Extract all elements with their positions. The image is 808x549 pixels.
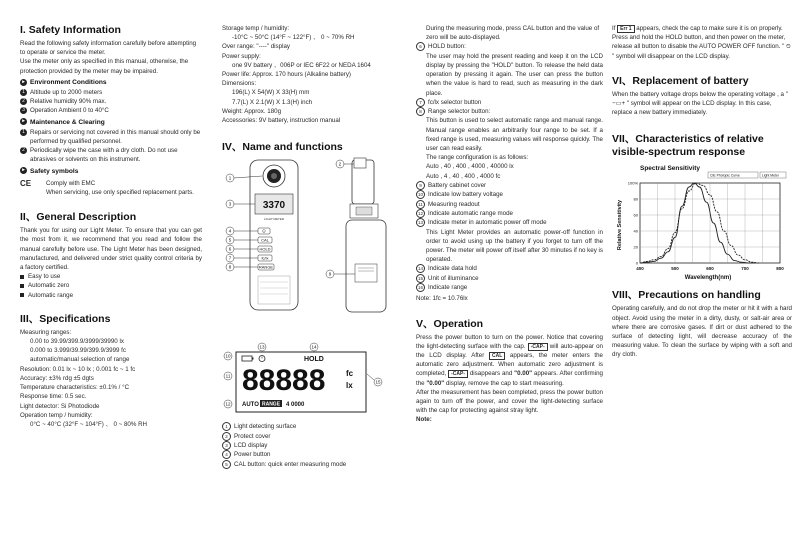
resolution: Resolution: 0.01 lx ~ 10 lx ; 0.001 fc ~ 1 fc <box>20 365 136 373</box>
env-item: 3 Operation Ambient 0 to 40°C <box>20 106 202 115</box>
weight: Weight: Approx. 180g <box>222 107 282 115</box>
lcd-reading: 3370 <box>262 200 286 212</box>
x-tick-label: 400 <box>636 266 644 272</box>
range-line: 0.000 to 3.999/39.99/399.9/3999 fc <box>30 347 126 355</box>
op-temp: 0°C ~ 40°C (32°F ~ 104°F) 、 0 ~ 80% RH <box>30 420 148 428</box>
lcd-range-val: 4 0000 <box>286 402 305 409</box>
lcd-digits: 88888 <box>242 364 326 398</box>
number-icon: 1 <box>20 129 27 136</box>
cal-continued: During the measuring mode, press CAL button and the value of zero will be auto-displayed. <box>426 25 600 42</box>
svg-text:7: 7 <box>228 255 232 261</box>
safety-title: I. Safety Information <box>20 24 121 36</box>
env-item: 1 Altitude up to 2000 meters <box>20 88 202 97</box>
svg-text:5: 5 <box>228 237 232 243</box>
square-bullet-icon <box>20 284 24 288</box>
lcd-hold: HOLD <box>304 356 324 364</box>
range-line: 0.00 to 39.99/399.9/3999/39990 lx <box>30 338 124 346</box>
general-bullet: Easy to use <box>20 272 202 281</box>
x-ticks <box>636 266 784 271</box>
ce-row <box>20 179 202 188</box>
number-icon: 13 <box>417 220 423 226</box>
response-time: Response time: 0.5 sec. <box>20 393 87 401</box>
svg-text:HOLD: HOLD <box>259 246 271 252</box>
mid-note: Note: 1fc = 10.76lx <box>416 295 468 303</box>
column-2 <box>222 24 407 469</box>
maint-item: 2 Periodically wipe the case with a dry cloth. Do not use abrasives or solvents on this instrument. <box>20 146 202 164</box>
x-tick-label: 500 <box>671 266 679 272</box>
lcd-detail <box>222 342 407 420</box>
err-note: If Err 1 appears, check the cap to make sure it is on properly. <box>612 25 783 32</box>
storage: -10°C ~ 50°C (14°F ~ 122°F) 、 0 ~ 70% RH <box>232 34 355 42</box>
y-ticks <box>628 181 639 266</box>
names-title: IV、Name and functions <box>222 141 343 154</box>
power-supply: one 9V battery 、006P or IEC 6F22 or NEDA 1604 <box>232 61 371 69</box>
operation-text-1: Press the power button to turn on the power. Notice that covering the light-detecting surface with the cap. -CAP- will auto-appear on the LCD display. After CAL appears, the meter enters the automatic zero adjustment. When automatic zero adjustment is completed, -CAP- disappears and "0.00" appears. After confirming the "0.00" display, remove the cap to start measuring. <box>416 333 603 387</box>
ce-mark-icon: CE <box>20 178 32 188</box>
column-4 <box>612 24 792 360</box>
name-item: 3 LCD display <box>222 441 407 450</box>
apo-disable-note: Press and hold the HOLD button, and then power on the meter, release all button to disable the AUTO POWER OFF function. " ⏲ " symbol will disappear on the LCD display. <box>612 34 791 60</box>
x-tick-label: 800 <box>776 266 784 272</box>
env-title: ▸ Environment Conditions <box>20 78 202 87</box>
fclx-item: 7 fc/lx selector button <box>416 98 603 107</box>
bullet-icon: ▸ <box>20 118 27 125</box>
svg-text:12: 12 <box>225 401 231 407</box>
column-3 <box>416 24 603 425</box>
y-tick-label: 80 <box>633 196 638 202</box>
maint-title: ▸ Maintenance & Clearing <box>20 118 202 127</box>
prec-title: VIII、Precautions on handling <box>612 289 761 302</box>
svg-text:14: 14 <box>311 344 317 350</box>
number-icon: 5 <box>222 460 231 469</box>
number-icon: 15 <box>417 275 423 281</box>
number-icon: 16 <box>417 285 423 291</box>
number-icon: 7 <box>416 98 425 107</box>
series-cie-photopic-line <box>640 183 756 263</box>
name-item: 5 CAL button: quick enter measuring mode <box>222 460 407 469</box>
model-label: LIGHT METER <box>263 217 285 222</box>
legend-label: CIE Photopic Curve <box>710 173 740 178</box>
general-text: Thank you for using our Light Meter. To ensure that you can get the most from it, we recommend that you read and follow the manual carefully before use. The Light Meter has been designed, manufactured, and delivered under strict quality control criteria by a factory certified. <box>20 227 202 272</box>
mid-item: 15 Unit of illuminance <box>417 274 479 282</box>
operation-note: Note: <box>416 416 432 424</box>
lcd-fc: fc <box>346 369 354 379</box>
svg-text:3: 3 <box>228 201 232 207</box>
accuracy: Accuracy: ±3% rdg ±5 dgts <box>20 374 94 382</box>
op-temp-label: Operation temp / humidity: <box>20 411 93 419</box>
lcd-lx: lx <box>346 381 353 391</box>
x-tick-label: 600 <box>706 266 714 272</box>
range-line: automatic/manual selection of range <box>30 356 130 364</box>
light-detector: Light detector: Si Photodiode <box>20 402 100 410</box>
name-item: 1 Light detecting surface <box>222 422 407 431</box>
protect-cover <box>354 158 366 168</box>
y-tick-label: 40 <box>633 228 638 234</box>
cap-symbol: -CAP- <box>528 343 548 351</box>
number-icon: 2 <box>20 98 27 105</box>
number-icon: 6 <box>416 42 425 51</box>
number-icon: 8 <box>416 107 425 116</box>
dim-inch: 7.7(L) X 2.1(W) X 1.3(H) inch <box>232 98 313 106</box>
temp-char: Temperature characteristics: ±0.1% / °C <box>20 384 130 392</box>
mid-item: 12 Indicate automatic range mode <box>417 210 513 218</box>
svg-text:⏻: ⏻ <box>262 228 266 234</box>
power-label: Power supply: <box>222 52 261 60</box>
mid-item: 14 Indicate data hold <box>417 265 477 273</box>
legend-label: Light Meter <box>762 173 779 178</box>
svg-text:8: 8 <box>228 264 232 270</box>
svg-text:fc/lx: fc/lx <box>261 255 269 261</box>
dim-mm: 196(L) X 54(W) X 33(H) mm <box>232 89 310 97</box>
operation-text-2: After the measurement has been completed, press the power button again to turn off the power, and cover the light-detecting surface with the cap for protecting against stray light. <box>416 388 603 415</box>
range-lx: Auto , 40 , 400 , 4000 , 40000 lx <box>426 163 514 171</box>
cap-symbol: -CAP- <box>448 370 468 378</box>
prec-text: Operating carefully, and do not drop the meter or hit it with a hard object. Avoid using the meter in a dirty, dusty, or salt-air area or where there are corrosive gases. If dirt or dust adhered to the surface of detecting light, will decrease accuracy of the measuring value. To clean the surface by wiping with a soft and dry cloth. <box>612 305 792 359</box>
sym-title: ▸ Safety symbols <box>20 167 202 176</box>
chart-title: Spectral Sensitivity <box>640 165 700 173</box>
dim-label: Dimensions: <box>222 80 257 88</box>
mid-item: 13 Indicate meter in automatic power off mode <box>417 219 547 227</box>
svg-text:2: 2 <box>338 161 342 167</box>
range-text: This button is used to select automatic range and manual range. Manual range enables an arbitrarily four range to be set. If a fixed range is used, measuring values will response quickly. The user can read easily. <box>426 117 603 153</box>
safety-intro-2: Use the meter only as specified in this manual, otherwise, the protection provided by the meter may be impaired. <box>20 58 189 75</box>
char-title: VII、Characteristics of relative visible-spectrum response <box>612 133 764 159</box>
safety-intro-1: Read the following safety information carefully before attempting to operate or service the meter. <box>20 40 197 57</box>
spectral-chart <box>612 161 792 281</box>
x-axis-label: Wavelength(nm) <box>684 275 732 282</box>
range-config: The range configuration is as follows: <box>426 154 529 162</box>
specs-title: III、Specifications <box>20 312 111 325</box>
meter-diagram <box>222 156 407 346</box>
accessories: Accessories: 9V battery, instruction manual <box>222 117 341 125</box>
bullet-icon: ▸ <box>20 79 27 86</box>
svg-text:CAL: CAL <box>261 237 269 243</box>
number-icon: 1 <box>20 89 27 96</box>
cal-symbol: CAL <box>489 352 505 360</box>
number-icon: 12 <box>417 210 423 216</box>
over-range: Over range: "----" display <box>222 43 291 51</box>
svg-text:6: 6 <box>228 246 232 252</box>
number-icon: 10 <box>417 192 423 198</box>
names-list <box>222 422 407 469</box>
lcd-range: RANGE <box>261 401 281 408</box>
general-title: II、General Description <box>20 211 137 224</box>
svg-text:4: 4 <box>228 228 232 234</box>
svg-text:10: 10 <box>225 353 231 359</box>
number-icon: 14 <box>417 266 423 272</box>
y-tick-label: 100% <box>627 180 638 186</box>
number-icon: 2 <box>20 147 27 154</box>
svg-text:13: 13 <box>259 344 265 350</box>
lcd-detail-svg <box>222 342 407 420</box>
storage-label: Storage temp / humidity: <box>222 25 290 32</box>
err-symbol: Err 1 <box>617 25 634 33</box>
svg-text:11: 11 <box>225 373 231 379</box>
operation-title: V、Operation <box>416 317 484 330</box>
mid-item: 11 Measuring readout <box>416 200 603 209</box>
name-item: 4 Power button <box>222 450 407 459</box>
ranges-label: Measuring ranges: <box>20 328 72 336</box>
hold-text: The user may hold the present reading and keep it on the LCD display by pressing the "HOLD" button. To release the held data operation by pressing it again. The user can press the button when the value is hard to read, such as measuring in the dark place. <box>426 52 603 97</box>
mid-item: 16 Indicate range <box>417 284 468 292</box>
y-tick-label: 20 <box>633 244 638 250</box>
series-light-meter-line <box>640 183 759 263</box>
hold-title: 6 HOLD button: <box>416 42 603 51</box>
mid-item: 9 Battery cabinet cover <box>416 181 603 190</box>
square-bullet-icon <box>20 293 24 297</box>
svg-text:1: 1 <box>228 175 232 181</box>
name-item: 2 Protect cover <box>222 432 407 441</box>
svg-text:RANGE: RANGE <box>258 264 274 270</box>
general-bullet: Automatic zero <box>20 281 202 290</box>
battery-text: When the battery voltage drops below the operating voltage , a " −▭+ " symbol will appear on the LCD display. In this case, replace a new battery immediately. <box>612 90 788 117</box>
ce-text-2: When servicing, use only specified replacement parts. <box>46 189 194 197</box>
number-icon: 3 <box>20 107 27 114</box>
range-title: 8 Range selector button: <box>416 107 603 116</box>
mid-item: 10 Indicate low battery voltage <box>417 191 503 199</box>
maint-item: 1 Repairs or servicing not covered in this manual should only be performed by qualified personnel. <box>20 128 202 146</box>
apo-text: This Light Meter provides an automatic power-off function in order to avoid using up the battery if you forget to turn off the power. The meter will power off itself after 30 minutes if no key is operated. <box>426 228 603 264</box>
ce-text: Comply with EMC <box>46 179 96 187</box>
y-tick-label: 60 <box>633 212 638 218</box>
y-axis-label: Relative Sensitivity <box>617 200 623 251</box>
number-icon: 4 <box>222 450 231 459</box>
number-icon: 1 <box>222 422 231 431</box>
y-tick-label: 0 <box>635 260 638 266</box>
square-bullet-icon <box>20 275 24 279</box>
power-life: Power life: Approx. 170 hours (Alkaline battery) <box>222 71 351 79</box>
lcd-auto: AUTO <box>242 402 259 409</box>
column-1 <box>20 24 202 429</box>
svg-text:9: 9 <box>328 271 332 277</box>
battery-cover <box>355 264 377 282</box>
svg-text:15: 15 <box>375 379 381 385</box>
bullet-icon: ▸ <box>20 167 27 174</box>
number-icon: 9 <box>416 181 425 190</box>
range-fc: Auto , 4 , 40 , 400 , 4000 fc <box>426 172 501 180</box>
number-icon: 3 <box>222 441 231 450</box>
x-tick-label: 700 <box>741 266 749 272</box>
battery-title: VI、Replacement of battery <box>612 74 749 87</box>
general-bullet: Automatic range <box>20 291 202 300</box>
number-icon: 11 <box>416 200 425 209</box>
env-item: 2 Relative humidity 90% max. <box>20 97 202 106</box>
number-icon: 2 <box>222 432 231 441</box>
